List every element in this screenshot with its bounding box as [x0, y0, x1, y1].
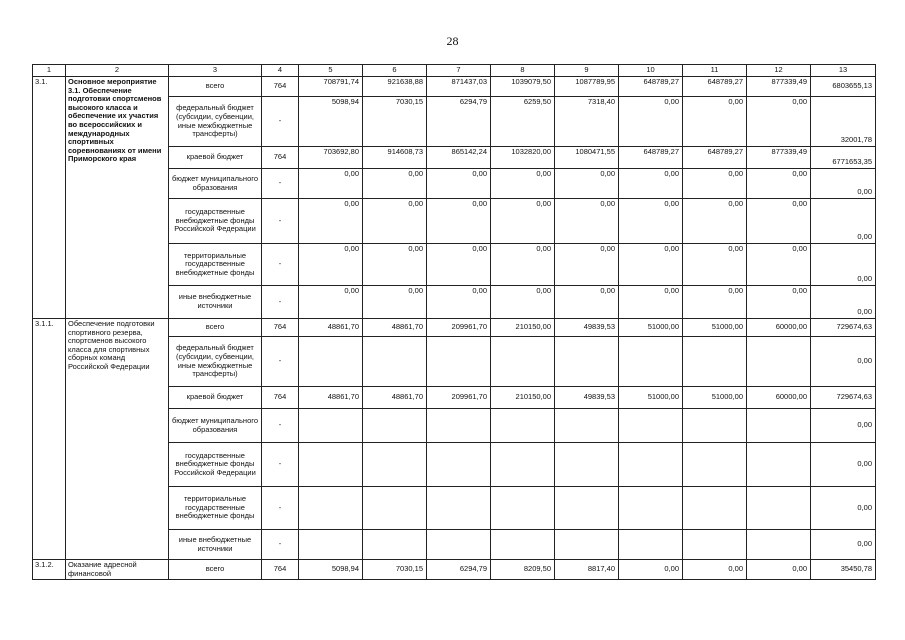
- column-number: 6: [363, 65, 427, 77]
- total-cell: 35450,78: [811, 560, 876, 580]
- amount-cell: 0,00: [427, 244, 491, 286]
- amount-cell: [299, 409, 363, 443]
- funding-source: государственные внебюджетные фонды Российской Федерации: [169, 199, 262, 244]
- amount-cell: 0,00: [555, 244, 619, 286]
- amount-cell: 0,00: [747, 560, 811, 580]
- amount-cell: 0,00: [555, 169, 619, 199]
- amount-cell: [555, 409, 619, 443]
- total-cell: 0,00: [811, 199, 876, 244]
- amount-cell: 1039079,50: [491, 77, 555, 97]
- column-number: 9: [555, 65, 619, 77]
- budget-code: 764: [262, 77, 299, 97]
- amount-cell: 0,00: [619, 97, 683, 147]
- table-row: [33, 319, 876, 337]
- amount-cell: [747, 530, 811, 560]
- amount-cell: 877339,49: [747, 147, 811, 169]
- budget-code: -: [262, 337, 299, 387]
- total-cell: 0,00: [811, 286, 876, 319]
- amount-cell: [683, 409, 747, 443]
- amount-cell: [491, 443, 555, 487]
- amount-cell: 48861,70: [299, 387, 363, 409]
- amount-cell: 1087789,95: [555, 77, 619, 97]
- column-number: 1: [33, 65, 66, 77]
- amount-cell: 0,00: [427, 286, 491, 319]
- amount-cell: 0,00: [363, 286, 427, 319]
- funding-source: краевой бюджет: [169, 387, 262, 409]
- amount-cell: 0,00: [363, 199, 427, 244]
- amount-cell: 0,00: [299, 244, 363, 286]
- item-name: Оказание адресной финансовой: [66, 560, 169, 580]
- column-number: 12: [747, 65, 811, 77]
- amount-cell: [427, 443, 491, 487]
- amount-cell: [299, 487, 363, 530]
- amount-cell: [363, 337, 427, 387]
- amount-cell: 0,00: [683, 169, 747, 199]
- amount-cell: 0,00: [427, 169, 491, 199]
- item-number: 3.1.2.: [33, 560, 66, 580]
- total-cell: 6771653,35: [811, 147, 876, 169]
- amount-cell: 648789,27: [683, 147, 747, 169]
- total-cell: 0,00: [811, 443, 876, 487]
- budget-code: 764: [262, 319, 299, 337]
- budget-code: 764: [262, 560, 299, 580]
- column-number: 2: [66, 65, 169, 77]
- amount-cell: 210150,00: [491, 387, 555, 409]
- amount-cell: 0,00: [747, 199, 811, 244]
- total-cell: 0,00: [811, 244, 876, 286]
- amount-cell: 871437,03: [427, 77, 491, 97]
- budget-code: -: [262, 244, 299, 286]
- column-number: 3: [169, 65, 262, 77]
- amount-cell: 7030,15: [363, 97, 427, 147]
- budget-code: -: [262, 169, 299, 199]
- total-cell: 6803655,13: [811, 77, 876, 97]
- column-number: 13: [811, 65, 876, 77]
- amount-cell: [491, 337, 555, 387]
- budget-code: -: [262, 530, 299, 560]
- amount-cell: [683, 530, 747, 560]
- column-number: 10: [619, 65, 683, 77]
- amount-cell: 209961,70: [427, 319, 491, 337]
- amount-cell: 5098,94: [299, 97, 363, 147]
- amount-cell: [747, 409, 811, 443]
- amount-cell: 0,00: [619, 169, 683, 199]
- table-row: [33, 77, 876, 97]
- budget-code: -: [262, 409, 299, 443]
- amount-cell: 0,00: [491, 199, 555, 244]
- amount-cell: [747, 337, 811, 387]
- funding-source: бюджет муниципального образования: [169, 169, 262, 199]
- amount-cell: [363, 409, 427, 443]
- budget-table: [32, 64, 876, 580]
- budget-code: -: [262, 199, 299, 244]
- amount-cell: 51000,00: [683, 319, 747, 337]
- amount-cell: 0,00: [491, 244, 555, 286]
- amount-cell: [427, 337, 491, 387]
- amount-cell: [555, 337, 619, 387]
- funding-source: всего: [169, 560, 262, 580]
- amount-cell: [491, 487, 555, 530]
- amount-cell: [427, 530, 491, 560]
- amount-cell: 0,00: [747, 244, 811, 286]
- amount-cell: [619, 443, 683, 487]
- amount-cell: 0,00: [683, 560, 747, 580]
- item-number: 3.1.1.: [33, 319, 66, 560]
- funding-source: краевой бюджет: [169, 147, 262, 169]
- amount-cell: 6259,50: [491, 97, 555, 147]
- column-number: 4: [262, 65, 299, 77]
- amount-cell: 703692,80: [299, 147, 363, 169]
- amount-cell: 0,00: [747, 169, 811, 199]
- table-row: [33, 560, 876, 580]
- funding-source: всего: [169, 319, 262, 337]
- amount-cell: 0,00: [427, 199, 491, 244]
- amount-cell: [619, 487, 683, 530]
- amount-cell: [363, 530, 427, 560]
- amount-cell: [491, 409, 555, 443]
- funding-source: федеральный бюджет (субсидии, субвенции, иные межбюджетные трансферты): [169, 337, 262, 387]
- amount-cell: 6294,79: [427, 97, 491, 147]
- amount-cell: 60000,00: [747, 319, 811, 337]
- amount-cell: 0,00: [299, 199, 363, 244]
- amount-cell: 60000,00: [747, 387, 811, 409]
- budget-code: 764: [262, 147, 299, 169]
- funding-source: бюджет муниципального образования: [169, 409, 262, 443]
- item-name: Обеспечение подготовки спортивного резерва, спортсменов высокого класса для спортивных сборных команд Российской Федерации: [66, 319, 169, 560]
- amount-cell: 0,00: [555, 199, 619, 244]
- amount-cell: 0,00: [363, 244, 427, 286]
- amount-cell: [683, 487, 747, 530]
- amount-cell: 0,00: [683, 286, 747, 319]
- column-number: 8: [491, 65, 555, 77]
- amount-cell: 6294,79: [427, 560, 491, 580]
- amount-cell: [619, 530, 683, 560]
- amount-cell: [427, 487, 491, 530]
- amount-cell: 0,00: [747, 97, 811, 147]
- amount-cell: [363, 487, 427, 530]
- amount-cell: 0,00: [363, 169, 427, 199]
- funding-source: государственные внебюджетные фонды Российской Федерации: [169, 443, 262, 487]
- amount-cell: 0,00: [619, 286, 683, 319]
- total-cell: 0,00: [811, 337, 876, 387]
- amount-cell: 210150,00: [491, 319, 555, 337]
- amount-cell: 51000,00: [619, 387, 683, 409]
- amount-cell: [747, 443, 811, 487]
- funding-source: иные внебюджетные источники: [169, 530, 262, 560]
- item-number: 3.1.: [33, 77, 66, 319]
- amount-cell: [683, 443, 747, 487]
- amount-cell: 49839,53: [555, 319, 619, 337]
- amount-cell: 0,00: [619, 560, 683, 580]
- page-number: 28: [446, 34, 459, 48]
- amount-cell: [363, 443, 427, 487]
- budget-code: -: [262, 443, 299, 487]
- amount-cell: 648789,27: [619, 147, 683, 169]
- amount-cell: 0,00: [491, 169, 555, 199]
- amount-cell: [683, 337, 747, 387]
- amount-cell: [555, 530, 619, 560]
- amount-cell: 7030,15: [363, 560, 427, 580]
- amount-cell: [555, 443, 619, 487]
- funding-source: территориальные государственные внебюджетные фонды: [169, 487, 262, 530]
- total-cell: 0,00: [811, 169, 876, 199]
- amount-cell: 0,00: [683, 244, 747, 286]
- budget-code: -: [262, 286, 299, 319]
- amount-cell: [619, 337, 683, 387]
- amount-cell: 48861,70: [299, 319, 363, 337]
- amount-cell: 708791,74: [299, 77, 363, 97]
- amount-cell: 648789,27: [683, 77, 747, 97]
- item-name: Основное мероприятие 3.1. Обеспечение подготовки спортсменов высокого класса и обеспечение их участия во всероссийских и международных спортивных соревнованиях от имени Приморского края: [66, 77, 169, 319]
- amount-cell: 0,00: [747, 286, 811, 319]
- amount-cell: 0,00: [683, 199, 747, 244]
- amount-cell: 648789,27: [619, 77, 683, 97]
- funding-source: федеральный бюджет (субсидии, субвенции, иные межбюджетные трансферты): [169, 97, 262, 147]
- amount-cell: 0,00: [299, 169, 363, 199]
- amount-cell: 877339,49: [747, 77, 811, 97]
- amount-cell: [555, 487, 619, 530]
- budget-code: -: [262, 487, 299, 530]
- amount-cell: 921638,88: [363, 77, 427, 97]
- amount-cell: 51000,00: [683, 387, 747, 409]
- amount-cell: [299, 530, 363, 560]
- amount-cell: 0,00: [683, 97, 747, 147]
- total-cell: 0,00: [811, 409, 876, 443]
- budget-code: -: [262, 97, 299, 147]
- funding-source: территориальные государственные внебюджетные фонды: [169, 244, 262, 286]
- amount-cell: [427, 409, 491, 443]
- amount-cell: [747, 487, 811, 530]
- amount-cell: 48861,70: [363, 387, 427, 409]
- amount-cell: 49839,53: [555, 387, 619, 409]
- amount-cell: 48861,70: [363, 319, 427, 337]
- total-cell: 32001,78: [811, 97, 876, 147]
- amount-cell: 8209,50: [491, 560, 555, 580]
- total-cell: 0,00: [811, 487, 876, 530]
- funding-source: иные внебюджетные источники: [169, 286, 262, 319]
- total-cell: 0,00: [811, 530, 876, 560]
- amount-cell: [619, 409, 683, 443]
- budget-code: 764: [262, 387, 299, 409]
- amount-cell: 0,00: [555, 286, 619, 319]
- column-number-row: [33, 65, 876, 77]
- amount-cell: 1080471,55: [555, 147, 619, 169]
- amount-cell: 5098,94: [299, 560, 363, 580]
- amount-cell: 914608,73: [363, 147, 427, 169]
- total-cell: 729674,63: [811, 387, 876, 409]
- amount-cell: [299, 443, 363, 487]
- amount-cell: 0,00: [619, 244, 683, 286]
- column-number: 7: [427, 65, 491, 77]
- funding-source: всего: [169, 77, 262, 97]
- column-number: 11: [683, 65, 747, 77]
- amount-cell: 8817,40: [555, 560, 619, 580]
- amount-cell: 209961,70: [427, 387, 491, 409]
- amount-cell: 51000,00: [619, 319, 683, 337]
- amount-cell: 0,00: [619, 199, 683, 244]
- amount-cell: 7318,40: [555, 97, 619, 147]
- amount-cell: 865142,24: [427, 147, 491, 169]
- amount-cell: 1032820,00: [491, 147, 555, 169]
- amount-cell: [491, 530, 555, 560]
- column-number: 5: [299, 65, 363, 77]
- amount-cell: [299, 337, 363, 387]
- amount-cell: 0,00: [299, 286, 363, 319]
- amount-cell: 0,00: [491, 286, 555, 319]
- total-cell: 729674,63: [811, 319, 876, 337]
